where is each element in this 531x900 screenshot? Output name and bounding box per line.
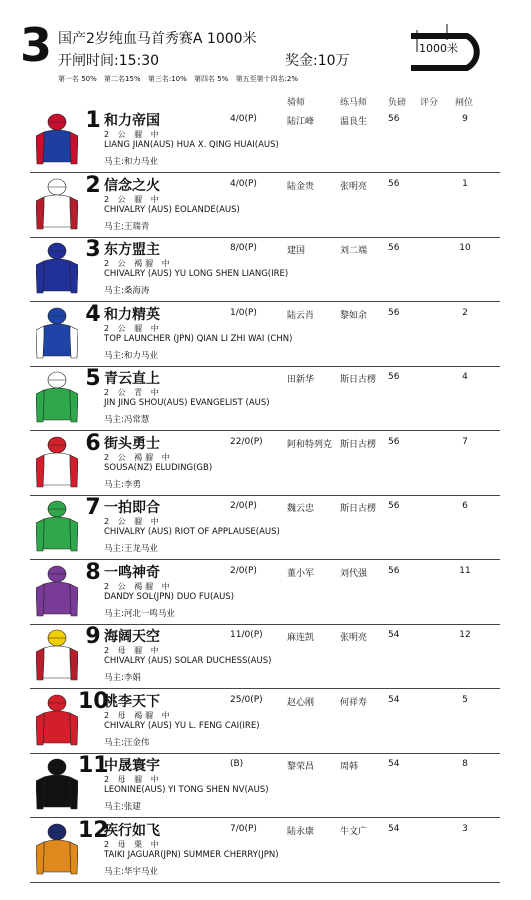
runner-number: 1 (85, 108, 101, 133)
trainer-name: 黎如余 (340, 310, 368, 321)
jockey-name: 魏云忠 (287, 504, 315, 514)
horse-pedigree: CHIVALRY (AUS) YU LONG SHEN LIANG(IRE) (104, 269, 289, 279)
barrier-draw: 4 (462, 372, 468, 382)
track-distance-label: 1000米 (419, 42, 458, 55)
runner-number: 2 (85, 172, 101, 198)
horse-name: 东方盟主 (104, 242, 160, 258)
race-number: 3 (20, 18, 53, 72)
horse-owner: 马主:河北一鸣马业 (104, 608, 175, 619)
jockey-name: 阿和特列克 (287, 439, 333, 450)
jockey-silk-icon (36, 628, 78, 684)
carried-weight: 54 (388, 630, 400, 640)
jockey-silk-icon (36, 112, 78, 168)
jockey-name: 陆金贵 (287, 181, 315, 192)
carried-weight: 56 (388, 243, 400, 253)
horse-name: 疾行如飞 (104, 822, 160, 839)
horse-owner: 马主:汪金伟 (104, 737, 150, 748)
horse-rating: 2/0(P) (230, 565, 257, 576)
horse-name: 海阔天空 (104, 629, 160, 645)
horse-rating: 7/0(P) (230, 823, 257, 834)
horse-owner: 马主:华宇马业 (104, 866, 158, 877)
carried-weight: 56 (388, 565, 400, 576)
jockey-silk-icon (36, 370, 78, 426)
runner-row (30, 302, 500, 367)
horse-age-sex-color: 2 母 栗 中 (104, 839, 162, 849)
jockey-name: 黎荣昌 (287, 762, 315, 772)
jockey-silk-icon (36, 822, 78, 878)
carried-weight: 54 (388, 759, 400, 769)
prize-split-item: 第四名 5% (193, 75, 229, 83)
horse-pedigree: CHIVALRY (AUS) EOLANDE(AUS) (104, 204, 240, 215)
horse-pedigree: CHIVALRY (AUS) YU L. FENG CAI(IRE) (104, 720, 260, 731)
runner-row (30, 173, 500, 238)
trainer-name: 张明亮 (340, 181, 368, 192)
barrier-draw: 12 (459, 630, 471, 640)
barrier-draw: 5 (462, 694, 468, 705)
jockey-name: 董小军 (287, 568, 315, 579)
jockey-silk-icon (36, 693, 78, 749)
horse-pedigree: CHIVALRY (AUS) SOLAR DUCHESS(AUS) (104, 656, 272, 666)
horse-rating: 8/0(P) (230, 243, 257, 253)
horse-age-sex-color: 2 母 骝 中 (104, 646, 162, 655)
prize-split (58, 74, 303, 84)
horse-pedigree: TOP LAUNCHER (JPN) QIAN LI ZHI WAI (CHN) (104, 333, 293, 344)
jockey-silk-icon (36, 499, 78, 555)
prize-split-item: 第一名 50% (58, 75, 97, 83)
horse-owner: 马主:张建 (104, 802, 141, 812)
trainer-name: 刘二端 (340, 246, 368, 256)
carried-weight: 56 (388, 178, 400, 189)
horse-pedigree: SOUSA(NZ) ELUDING(GB) (104, 462, 213, 473)
horse-name: 一拍即合 (104, 500, 160, 516)
runner-number: 8 (85, 559, 101, 585)
runner-row (30, 431, 500, 496)
carried-weight: 54 (388, 823, 400, 834)
race-title: 国产2岁纯血马首秀赛A 1000米 (58, 31, 257, 47)
horse-rating: 4/0(P) (230, 114, 257, 124)
runner-number: 6 (85, 430, 101, 456)
trainer-name: 何祥寿 (340, 697, 368, 708)
horse-rating: 4/0(P) (230, 178, 257, 189)
carried-weight: 54 (388, 694, 400, 705)
prize-split-item: 第五至第十四名:2% (235, 75, 299, 83)
horse-owner: 马主:冯常慧 (104, 415, 150, 425)
horse-age-sex-color: 2 公 褐骝 中 (104, 452, 173, 462)
horse-age-sex-color: 2 公 骝 中 (104, 194, 162, 204)
carried-weight: 56 (388, 114, 400, 124)
column-header-weight: 负磅 (388, 98, 407, 108)
trainer-name: 周韩 (340, 762, 359, 772)
horse-name: 和力精英 (104, 306, 160, 323)
jockey-name: 陆江峰 (287, 117, 315, 127)
runner-number: 3 (85, 237, 101, 262)
barrier-draw: 2 (462, 307, 468, 318)
horse-age-sex-color: 2 公 骝 中 (104, 323, 162, 333)
runner-number: 11 (78, 753, 109, 778)
runner-row (30, 108, 500, 173)
horse-owner: 马主:李勇 (104, 479, 141, 490)
horse-rating: 1/0(P) (230, 307, 257, 318)
jockey-name: 陆永康 (287, 826, 315, 837)
horse-name: 信念之火 (104, 177, 160, 194)
trainer-name: 张明亮 (340, 633, 368, 643)
track-diagram (397, 22, 497, 72)
horse-name: 一鸣神奇 (104, 564, 160, 581)
runner-number: 4 (85, 301, 101, 327)
race-header (0, 0, 531, 90)
runner-row (30, 624, 500, 689)
carried-weight: 56 (388, 372, 400, 382)
jockey-name: 陆云肖 (287, 310, 315, 321)
horse-owner: 马主:王瑞青 (104, 221, 150, 232)
runner-number: 9 (85, 624, 101, 649)
horse-owner: 马主:和力马业 (104, 350, 158, 361)
horse-age-sex-color: 2 公 青 中 (104, 388, 162, 397)
runner-number: 10 (78, 688, 109, 714)
horse-age-sex-color: 2 公 褐骝 中 (104, 259, 173, 268)
jockey-silk-icon (36, 177, 78, 233)
prize-split-item: 第三名:10% (147, 75, 187, 83)
column-header-trainer: 练马师 (340, 98, 368, 108)
column-header-rating: 评分 (420, 98, 439, 108)
horse-rating: 2/0(P) (230, 501, 257, 511)
jockey-name: 田新华 (287, 375, 315, 385)
horse-pedigree: DANDY SOL(JPN) DUO FU(AUS) (104, 591, 235, 602)
column-header-jockey: 骑师 (287, 98, 306, 108)
carried-weight: 56 (388, 436, 400, 447)
horse-pedigree: LEONINE(AUS) YI TONG SHEN NV(AUS) (104, 785, 269, 795)
horse-rating: 11/0(P) (230, 630, 263, 640)
race-prize: 奖金:10万 (285, 53, 350, 69)
barrier-draw: 11 (459, 565, 471, 576)
prize-split-item: 第二名15% (104, 75, 141, 83)
horse-pedigree: LIANG JIAN(AUS) HUA X. QING HUAI(AUS) (104, 140, 279, 150)
horse-age-sex-color: 2 公 褐骝 中 (104, 581, 173, 591)
horse-name: 中晟寰宇 (104, 758, 160, 774)
barrier-draw: 8 (462, 759, 468, 769)
jockey-silk-icon (36, 564, 78, 620)
horse-rating: 25/0(P) (230, 694, 263, 705)
barrier-draw: 3 (462, 823, 468, 834)
runner-number: 12 (78, 817, 109, 843)
horse-owner: 马主:桑海涛 (104, 286, 150, 296)
runner-number: 5 (85, 366, 101, 391)
trainer-name: 温良生 (340, 117, 368, 127)
trainer-name: 斯日古楞 (340, 504, 377, 514)
jockey-silk-icon (36, 241, 78, 297)
runner-row (30, 495, 500, 560)
horse-age-sex-color: 2 公 骝 中 (104, 517, 162, 526)
jockey-silk-icon (36, 757, 78, 813)
barrier-draw: 9 (462, 114, 468, 124)
horse-name: 和力帝国 (104, 113, 160, 129)
column-header-draw: 闸位 (455, 98, 474, 108)
horse-pedigree: TAIKI JAGUAR(JPN) SUMMER CHERRY(JPN) (104, 849, 279, 860)
jockey-name: 麻连凯 (287, 633, 315, 643)
race-start-time: 开闸时间:15:30 (58, 53, 160, 69)
horse-name: 桃李天下 (104, 693, 160, 710)
horse-rating: (B) (230, 759, 244, 769)
runner-row (30, 753, 500, 818)
horse-rating: 22/0(P) (230, 436, 263, 447)
jockey-silk-icon (36, 306, 78, 362)
horse-owner: 马主:王龙马业 (104, 544, 158, 554)
barrier-draw: 1 (462, 178, 468, 189)
runner-row (30, 560, 500, 625)
horse-owner: 马主:和力马业 (104, 157, 158, 167)
runner-row (30, 689, 500, 754)
barrier-draw: 10 (459, 243, 471, 253)
horse-owner: 马主:李娟 (104, 673, 141, 683)
trainer-name: 刘代强 (340, 568, 368, 579)
carried-weight: 56 (388, 307, 400, 318)
jockey-name: 建国 (287, 246, 306, 256)
trainer-name: 牛文广 (340, 826, 368, 837)
runner-number: 7 (85, 495, 101, 520)
barrier-draw: 7 (462, 436, 468, 447)
trainer-name: 斯日古楞 (340, 439, 377, 450)
jockey-name: 赵心刚 (287, 697, 315, 708)
carried-weight: 56 (388, 501, 400, 511)
horse-age-sex-color: 2 母 褐骝 中 (104, 710, 173, 720)
horse-age-sex-color: 2 母 骝 中 (104, 775, 162, 784)
horse-pedigree: JIN JING SHOU(AUS) EVANGELIST (AUS) (104, 398, 270, 408)
horse-age-sex-color: 2 公 骝 中 (104, 130, 162, 139)
runner-row (30, 818, 500, 883)
jockey-silk-icon (36, 435, 78, 491)
horse-pedigree: CHIVALRY (AUS) RIOT OF APPLAUSE(AUS) (104, 527, 280, 537)
runner-row (30, 366, 500, 431)
horse-name: 青云直上 (104, 371, 160, 387)
horse-name: 街头勇士 (104, 435, 160, 452)
runner-row (30, 237, 500, 302)
barrier-draw: 6 (462, 501, 468, 511)
trainer-name: 斯日古楞 (340, 375, 377, 385)
